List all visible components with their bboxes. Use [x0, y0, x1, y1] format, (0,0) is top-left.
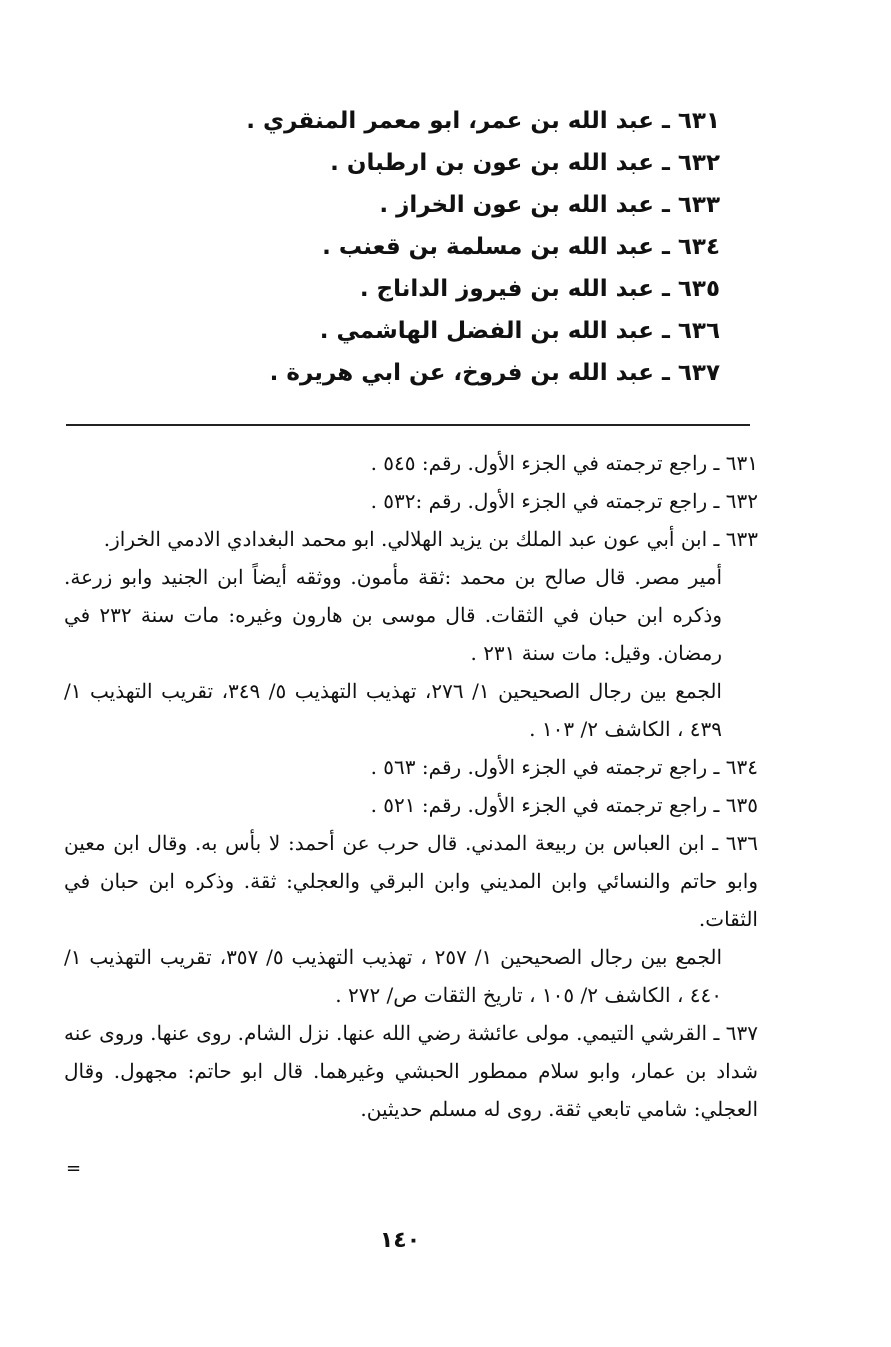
- footnotes: [64, 444, 758, 1128]
- note-631: [64, 444, 758, 482]
- note-634-text: ٦٣٤ ـ راجع ترجمته في الجزء الأول. رقم: ٥٦٣ .: [370, 755, 758, 779]
- note-632-text: ٦٣٢ ـ راجع ترجمته في الجزء الأول. رقم :٥٣٢ .: [370, 489, 758, 513]
- entry-636: ٦٣٦ ـ عبد الله بن الفضل الهاشمي .: [319, 318, 720, 344]
- page-number: ١٤٠: [379, 1228, 421, 1253]
- note-633-references: الجمع بين رجال الصحيحين ١/ ٢٧٦، تهذيب التهذيب ٥/ ٣٤٩، تقريب التهذيب ١/ ٤٣٩ ، الكاشف ٢/ ١٠٣ .: [64, 679, 722, 741]
- note-636: [64, 824, 758, 1014]
- entry-list: [120, 100, 720, 394]
- entry-634: ٦٣٤ ـ عبد الله بن مسلمة بن قعنب .: [322, 234, 720, 260]
- note-636-body: ٦٣٦ ـ ابن العباس بن ربيعة المدني. قال حرب عن أحمد: لا بأس به. وقال ابن معين وابو حاتم والنسائي وابن المديني وابن البرقي والعجلي: ثقة. وذكره ابن حبان في الثقات.: [64, 831, 758, 931]
- note-632: [64, 482, 758, 520]
- note-635: [64, 786, 758, 824]
- note-637: [64, 1014, 758, 1128]
- note-631-text: ٦٣١ ـ راجع ترجمته في الجزء الأول. رقم: ٥٤٥ .: [370, 451, 758, 475]
- continuation-mark: =: [66, 1158, 82, 1179]
- note-633-heading: ٦٣٣ ـ ابن أبي عون عبد الملك بن يزيد الهلالي. ابو محمد البغدادي الادمي الخراز.: [103, 527, 758, 551]
- note-636-references: الجمع بين رجال الصحيحين ١/ ٢٥٧ ، تهذيب التهذيب ٥/ ٣٥٧، تقريب التهذيب ١/ ٤٤٠ ، الكاشف ٢/ ١٠٥ ، تاريخ الثقات ص/ ٢٧٢ .: [64, 945, 723, 1007]
- note-633-body: أمير مصر. قال صالح بن محمد :ثقة مأمون. ووثقه أيضاً ابن الجنيد وابو زرعة. وذكره ابن حبان في الثقات. قال موسى بن هارون وغيره: مات سنة ٢٣٢ في رمضان. وقيل: مات سنة ٢٣١ .: [64, 565, 722, 665]
- entry-632: ٦٣٢ ـ عبد الله بن عون بن ارطبان .: [330, 150, 720, 176]
- entry-631: ٦٣١ ـ عبد الله بن عمر، ابو معمر المنقري .: [246, 108, 720, 134]
- entry-635: ٦٣٥ ـ عبد الله بن فيروز الداناج .: [359, 276, 720, 302]
- entry-633: ٦٣٣ ـ عبد الله بن عون الخراز .: [379, 192, 720, 218]
- entry-637: ٦٣٧ ـ عبد الله بن فروخ، عن ابي هريرة .: [269, 360, 720, 386]
- footnote-separator: [66, 424, 750, 426]
- note-633: [64, 520, 758, 748]
- note-637-body: ٦٣٧ ـ القرشي التيمي. مولى عائشة رضي الله عنها. نزل الشام. روى عنها. وروى عنه شداد بن عمار، وابو سلام ممطور الحبشي وغيرهما. قال ابو حاتم: مجهول. وقال العجلي: شامي تابعي ثقة. روى له مسلم حديثين.: [64, 1021, 758, 1121]
- note-635-text: ٦٣٥ ـ راجع ترجمته في الجزء الأول. رقم: ٥٢١ .: [370, 793, 758, 817]
- note-634: [64, 748, 758, 786]
